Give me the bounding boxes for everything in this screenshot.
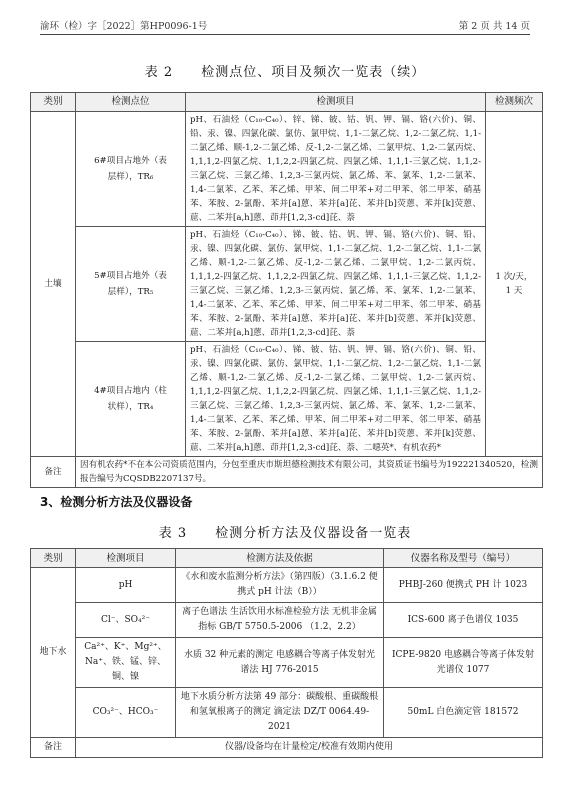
table-row [31,342,543,457]
table2-header-point: 检测点位 [76,93,186,112]
table2-note-text: 因有机农药*不在本公司资质范围内，分包至重庆市斯坦德检测技术有限公司，其资质证书编号为192221340520，检测报告编号为CQSDB2207137号。 [76,457,543,488]
table3-header-method: 检测方法及依据 [176,549,384,568]
table3-instrument: PHBJ-260 便携式 PH 计 1023 [384,568,543,603]
table3-method: 《水和废水监测分析方法》（第四版）（3.1.6.2 便携式 pH 计法（B）） [176,568,384,603]
frequency-line: 1 天 [505,286,523,296]
table3-caption: 表 3 检测分析方法及仪器设备一览表 [158,526,412,541]
table2-point [76,342,186,457]
table2-frequency [486,112,543,457]
table3 [30,548,543,758]
point-line: 层样），TR₆ [107,172,154,182]
table2-header-row [31,93,543,112]
point-line: 5#项目占地外（表 [94,271,167,281]
table3-item: Ca²⁺、K⁺、Mg²⁺、Na⁺、铁、锰、锌、铜、镍 [76,638,176,688]
table2-point [76,227,186,342]
table3-instrument: ICS-600 离子色谱仪 1035 [384,603,543,638]
table3-note-text: 仪器/设备均在计量检定/校准有效期内使用 [76,738,543,758]
table3-instrument: ICPE-9820 电感耦合等离子体发射光谱仪 1077 [384,638,543,688]
table2-note-label: 备注 [31,457,76,488]
table3-header-category: 类别 [31,549,76,568]
table3-item: Cl⁻、SO₄²⁻ [76,603,176,638]
table3-method: 离子色谱法 生活饮用水标准检验方法 无机非金属指标 GB/T 5750.5-2006 （1.2、2.2） [176,603,384,638]
table-row [31,638,543,688]
table3-header-instrument: 仪器名称及型号（编号） [384,549,543,568]
table2-items: pH、石油烃（C₁₀-C₄₀）、锑、铍、钴、钒、钾、镉、铬(六价)、铜、铅、汞、镍、四氯化碳、氯仿、氯甲烷、1,1-二氯乙烷、1,2-二氯乙烷、1,1-二氯乙烯、顺-1,2-二氯乙烯、反-1,2-二氯乙烯、二氯甲烷、1,2-二氯丙烷、1,1,1,2-四氯乙烷、1,1,2,2-四氯乙烷、四氯乙烯、1,1,1-三氯乙烷、1,1,2-三氯乙烷、三氯乙烯、1,2,3-三氯丙烷、氯乙烯、苯、氯苯、1,2-二氯苯、1,4-二氯苯、乙苯、苯乙烯、甲苯、间二甲苯+对二甲苯、邻二甲苯、硝基苯、苯胺、2-氯酚、苯并[a]蒽、苯并[a]芘、苯并[b]荧蒽、苯并[k]荧蒽、䓛、二苯并[a,h]蒽、茚并[1,2,3-cd]芘、萘、二噁英*、有机农药* [186,342,486,457]
table2-point [76,112,186,227]
section-heading: 3、检测分析方法及仪器设备 [40,495,193,509]
table2-items: pH、石油烃（C₁₀-C₄₀）、锌、锑、铍、钴、钒、钾、镉、铬(六价)、铜、铅、汞、镍、四氯化碳、氯仿、氯甲烷、1,1-二氯乙烷、1,2-二氯乙烷、1,1-二氯乙烯、顺-1,2-二氯乙烯、反-1,2-二氯乙烯、二氯甲烷、1,2-二氯丙烷、1,1,1,2-四氯乙烷、1,1,2,2-四氯乙烷、四氯乙烯、1,1,1-三氯乙烷、1,1,2-三氯乙烷、三氯乙烯、1,2,3-三氯丙烷、氯乙烯、苯、氯苯、1,2-二氯苯、1,4-二氯苯、乙苯、苯乙烯、甲苯、间二甲苯+对二甲苯、邻二甲苯、硝基苯、苯胺、2-氯酚、苯并[a]蒽、苯并[a]芘、苯并[b]荧蒽、苯并[k]荧蒽、䓛、二苯并[a,h]蒽、茚并[1,2,3-cd]芘、萘 [186,112,486,227]
table2-caption: 表 2 检测点位、项目及频次一览表（续） [144,65,426,80]
table3-header-item: 检测项目 [76,549,176,568]
point-line: 6#项目占地外（表 [94,156,167,166]
frequency-line: 1 次/天， [495,272,533,282]
table-row [31,603,543,638]
table3-method: 水质 32 种元素的测定 电感耦合等离子体发射光谱法 HJ 776-2015 [176,638,384,688]
header-divider [40,34,530,35]
point-line: 4#项目占地内（柱 [94,386,167,396]
table3-instrument: 50mL 白色滴定管 181572 [384,688,543,738]
table3-note-row [31,738,543,758]
page-header [40,18,530,34]
table2-header-items: 检测项目 [186,93,486,112]
table-row [31,568,543,603]
table2-header-category: 类别 [31,93,76,112]
table2-header-frequency: 检测频次 [486,93,543,112]
page-number: 第 2 页 共 14 页 [458,21,530,32]
table2-category: 土壤 [31,112,76,457]
table3-item: CO₃²⁻、HCO₃⁻ [76,688,176,738]
document-number: 渝环（检）字［2022］第HP0096-1号 [40,21,208,32]
table2 [30,92,543,488]
table2-items: pH、石油烃（C₁₀-C₄₀）、锑、铍、钴、钒、钾、镉、铬(六价)、铜、铅、汞、镍、四氯化碳、氯仿、氯甲烷、1,1-二氯乙烷、1,2-二氯乙烷、1,1-二氯乙烯、顺-1,2-二氯乙烯、反-1,2-二氯乙烯、二氯甲烷、1,2-二氯丙烷、1,1,1,2-四氯乙烷、1,1,2,2-四氯乙烷、四氯乙烯、1,1,1-三氯乙烷、1,1,2-三氯乙烷、三氯乙烯、1,2,3-三氯丙烷、氯乙烯、苯、氯苯、1,2-二氯苯、1,4-二氯苯、乙苯、苯乙烯、甲苯、间二甲苯+对二甲苯、邻二甲苯、硝基苯、苯胺、2-氯酚、苯并[a]蒽、苯并[a]芘、苯并[b]荧蒽、苯并[k]荧蒽、䓛、二苯并[a,h]蒽、茚并[1,2,3-cd]芘、萘 [186,227,486,342]
table3-method: 地下水质分析方法第 49 部分：碳酸根、重碳酸根和氢氧根离子的测定 滴定法 DZ/T 0064.49-2021 [176,688,384,738]
table3-header-row [31,549,543,568]
table3-category: 地下水 [31,568,76,738]
table3-item: pH [76,568,176,603]
table-row [31,112,543,227]
point-line: 层样），TR₅ [107,287,154,297]
point-line: 状样），TR₄ [107,402,154,412]
table3-note-label: 备注 [31,738,76,758]
table-row [31,227,543,342]
table2-note-row [31,457,543,488]
table-row [31,688,543,738]
